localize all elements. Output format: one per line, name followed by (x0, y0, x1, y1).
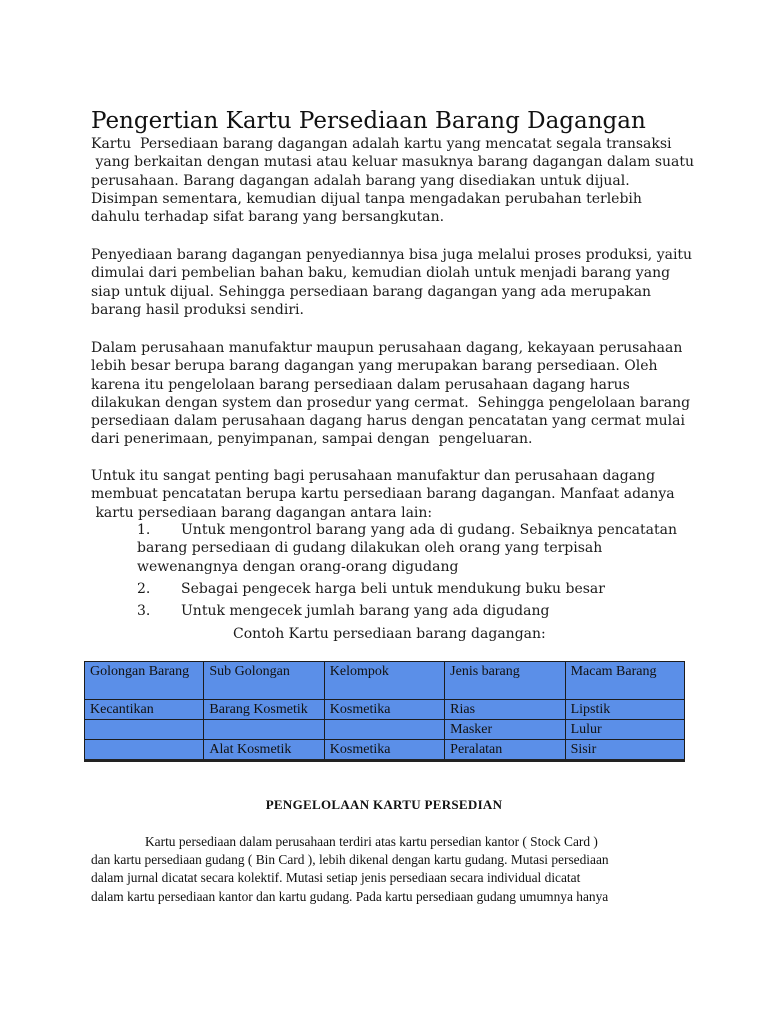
table-cell (324, 720, 444, 740)
text-line: karena itu pengelolaan barang persediaan dalam perusahaan dagang harus (91, 376, 630, 393)
table-header-cell: Macam Barang (565, 662, 684, 700)
list-text-line: Untuk mengecek jumlah barang yang ada digudang (181, 603, 550, 619)
text-line: Dalam perusahaan manufaktur maupun perusahaan dagang, kekayaan perusahaan (91, 340, 683, 356)
inventory-table (84, 661, 685, 762)
table-cell: Alat Kosmetik (204, 740, 324, 761)
table-header-cell: Golongan Barang (85, 662, 204, 700)
text-line: dimulai dari pembelian bahan baku, kemudian diolah untuk menjadi barang yang (91, 265, 671, 282)
text-line: membuat pencatatan berupa kartu persediaan barang dagangan. Manfaat adanya (91, 486, 675, 503)
document-title: Pengertian Kartu Persediaan Barang Dagangan (91, 108, 646, 134)
paragraph-benefits-intro (91, 467, 681, 522)
list-number: 2. (137, 581, 151, 597)
list-text-line: barang persediaan di gudang dilakukan oleh orang yang terpisah (137, 540, 603, 557)
text-line: Kartu persediaan dalam perusahaan terdiri atas kartu persedian kantor ( Stock Card ) (145, 834, 598, 849)
list-item (137, 521, 677, 576)
table-cell (204, 720, 324, 740)
paragraph-card-types (91, 833, 681, 906)
table-cell (85, 720, 204, 740)
table-row (85, 740, 685, 761)
text-line: dari penerimaan, penyimpanan, sampai dengan pengeluaran. (91, 431, 533, 448)
text-line: perusahaan. Barang dagangan adalah barang yang disediakan untuk dijual. (91, 172, 630, 189)
paragraph-management (91, 339, 691, 449)
text-line: dahulu terhadap sifat barang yang bersangkutan. (91, 209, 445, 226)
table-cell: Kosmetika (324, 700, 444, 720)
table-caption: Contoh Kartu persediaan barang dagangan: (233, 626, 546, 642)
text-line: Penyediaan barang dagangan penyediannya bisa juga melalui proses produksi, yaitu (91, 247, 693, 263)
table-cell: Kosmetika (324, 740, 444, 761)
list-text-line: Untuk mengontrol barang yang ada di gudang. Sebaiknya pencatatan (181, 522, 677, 538)
table-cell: Masker (445, 720, 565, 740)
text-line: yang berkaitan dengan mutasi atau keluar masuknya barang dagangan dalam suatu (91, 154, 695, 171)
text-line: Kartu Persediaan barang dagangan adalah kartu yang mencatat segala transaksi (91, 136, 672, 152)
text-line: kartu persediaan barang dagangan antara lain: (91, 504, 433, 521)
table-row (85, 700, 685, 720)
list-item (137, 580, 605, 598)
list-number: 3. (137, 603, 151, 619)
table-cell (85, 740, 204, 761)
text-line: dalam kartu persediaan kantor dan kartu gudang. Pada kartu persediaan gudang umumnya hanya (91, 888, 609, 904)
text-line: dilakukan dengan system dan prosedur yang cermat. Sehingga pengelolaan barang (91, 394, 691, 411)
section-heading: PENGELOLAAN KARTU PERSEDIAN (265, 797, 503, 812)
text-line: dan kartu persediaan gudang ( Bin Card ), lebih dikenal dengan kartu gudang. Mutasi persediaan (91, 852, 609, 868)
table-header-cell: Jenis barang (445, 662, 565, 700)
table-header-row (85, 662, 685, 700)
list-text-line: Sebagai pengecek harga beli untuk mendukung buku besar (181, 581, 605, 597)
table-cell: Sisir (565, 740, 684, 761)
text-line: barang hasil produksi sendiri. (91, 301, 304, 318)
text-line: persediaan dalam perusahaan dagang harus dengan pencatatan yang cermat mulai (91, 413, 685, 430)
list-number: 1. (137, 522, 151, 538)
table-cell: Peralatan (445, 740, 565, 761)
text-line: Untuk itu sangat penting bagi perusahaan manufaktur dan perusahaan dagang (91, 468, 656, 484)
list-text-line: wewenangnya dengan orang-orang digudang (137, 558, 459, 575)
table-cell: Barang Kosmetik (204, 700, 324, 720)
paragraph-production (91, 246, 693, 319)
table-cell: Rias (445, 700, 565, 720)
list-item (137, 602, 549, 620)
table-row (85, 720, 685, 740)
text-line: Disimpan sementara, kemudian dijual tanpa mengadakan perubahan terlebih (91, 190, 642, 207)
paragraph-definition (91, 135, 695, 226)
text-line: siap untuk dijual. Sehingga persediaan barang dagangan yang ada merupakan (91, 283, 652, 300)
text-line: lebih besar berupa barang dagangan yang merupakan barang persediaan. Oleh (91, 358, 658, 375)
table-cell: Lulur (565, 720, 684, 740)
table-header-cell: Sub Golongan (204, 662, 324, 700)
table-header-cell: Kelompok (324, 662, 444, 700)
table-cell: Kecantikan (85, 700, 204, 720)
table-cell: Lipstik (565, 700, 684, 720)
text-line: dalam jurnal dicatat secara kolektif. Mutasi setiap jenis persediaan secara individual dicatat (91, 870, 581, 886)
